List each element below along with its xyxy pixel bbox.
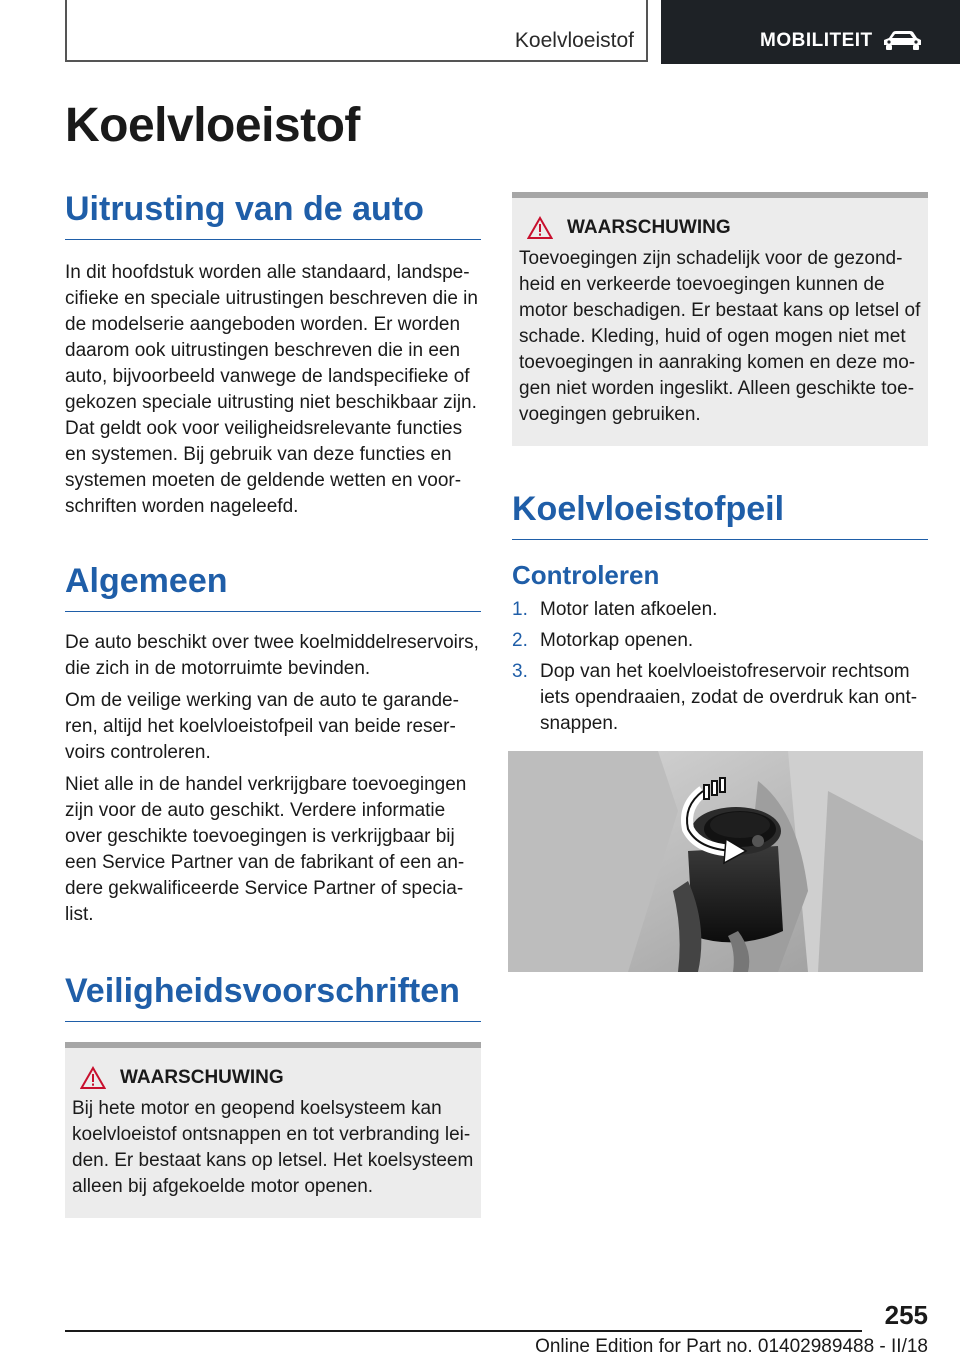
section-title-coolant-level: Koelvloeistofpeil (512, 490, 928, 540)
warning-triangle-icon (80, 1066, 106, 1090)
car-icon (880, 28, 924, 54)
list-item (512, 659, 928, 737)
header-chapter-title: MOBILITEIT (760, 30, 873, 51)
footer-edition-text: Online Edition for Part no. 01402989488 - II/18 (535, 1336, 928, 1357)
general-paragraph-3: Niet alle in de handel verkrijgbare toevoegingen zijn voor de auto geschikt. Verdere informatie over geschikte toevoegingen is verkrijgbaar bij een Service Partner van de fabrikant of een andere gekwalificeerde Service Partner of specialist. (65, 774, 467, 926)
steps-list (512, 597, 928, 737)
section-title-general: Algemeen (65, 562, 481, 612)
list-item (512, 597, 928, 623)
warning-title: WAARSCHUWING (567, 217, 731, 238)
section-title-safety: Veiligheidsvoorschriften (65, 972, 481, 1022)
right-column (512, 192, 928, 972)
left-column (65, 190, 481, 1218)
header-section-title: Koelvloeistof (514, 29, 634, 52)
page-title: Koelvloeistof (65, 99, 360, 152)
step-text: Motorkap openen. (540, 630, 694, 652)
warning-box-additives (512, 192, 928, 446)
general-paragraph-2: Om de veilige werking van de auto te garanderen, altijd het koelvloeistofpeil van beide reservoirs controleren. (65, 690, 459, 764)
subsection-title-check: Controleren (512, 560, 660, 591)
warning-text: Bij hete motor en geopend koelsysteem kan koelvloeistof ontsnappen en tot verbranding leiden. Er bestaat kans op letsel. Het koelsysteem alleen bij afgekoelde motor openen. (72, 1098, 474, 1198)
section-title-equipment: Uitrusting van de auto (65, 190, 481, 240)
warning-text: Toevoegingen zijn schadelijk voor de gezondheid en verkeerde toevoegingen kunnen de motor beschadigen. Er bestaat kans op letsel of schade. Kleding, huid of ogen mogen niet met toevoegingen in aanraking komen en deze mogen niet worden ingeslikt. Alleen geschikte toevoegingen gebruiken. (519, 248, 921, 425)
general-paragraph-1: De auto beschikt over twee koelmiddelreservoirs, die zich in de motorruimte bevinden. (65, 632, 479, 680)
coolant-reservoir-photo (508, 751, 923, 972)
footer-divider (65, 1330, 862, 1332)
page-number: 255 (884, 1300, 928, 1330)
step-number: 1. (512, 599, 528, 621)
equipment-paragraph: In dit hoofdstuk worden alle standaard, landspecifieke en speciale uitrustingen beschreven die in de modelserie aangeboden worden. Er worden daarom ook uitrustingen beschreven die in een auto, bijvoorbeeld vanwege de landspecifieke of gekozen speciale uitrusting niet beschikbaar zijn. Dat geldt ook voor veiligheidsrelevante functies en systemen. Bij gebruik van deze functies en systemen moeten de geldende wetten en voorschriften worden nageleefd. (65, 262, 478, 518)
warning-box-hot-engine (65, 1042, 481, 1218)
step-text: Motor laten afkoelen. (540, 599, 718, 621)
warning-title: WAARSCHUWING (120, 1067, 284, 1089)
step-text: Dop van het koelvloeistofreservoir rechtsom iets opendraaien, zodat de overdruk kan ontsnappen. (540, 661, 918, 735)
list-item (512, 628, 928, 654)
step-number: 3. (512, 661, 528, 683)
warning-triangle-icon (527, 216, 553, 240)
step-number: 2. (512, 630, 528, 652)
